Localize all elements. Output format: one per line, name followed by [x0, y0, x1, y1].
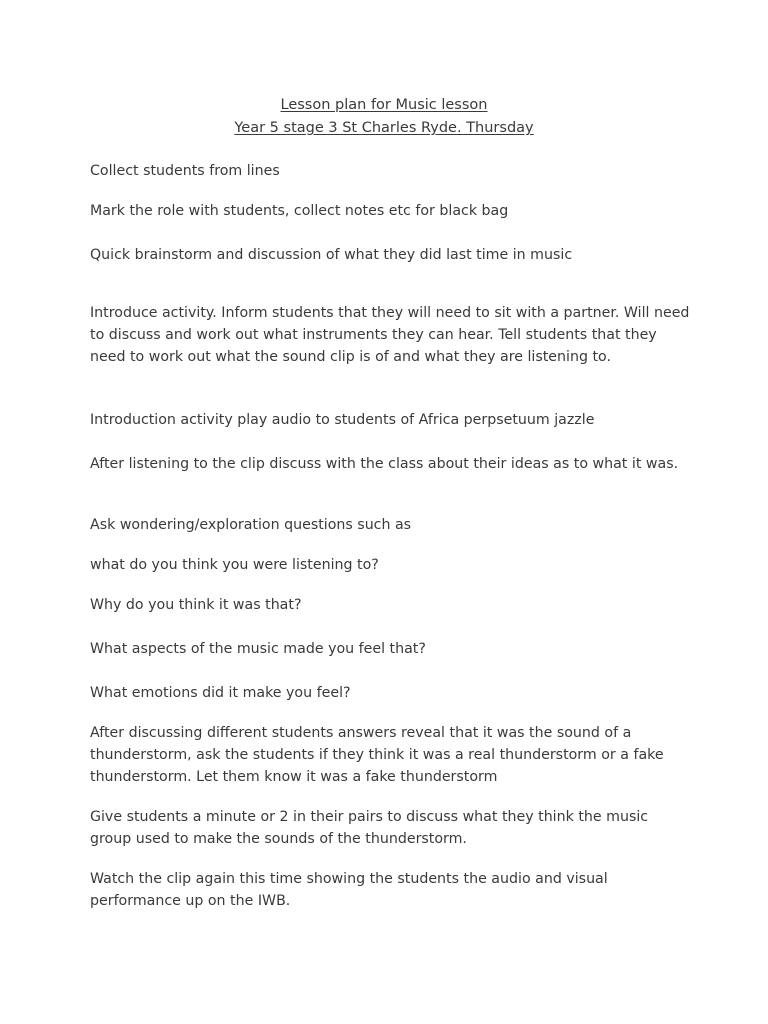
paragraph-question-2: Why do you think it was that?	[90, 597, 302, 613]
paragraph-question-1: what do you think you were listening to?	[90, 557, 379, 573]
paragraph-question-4: What emotions did it make you feel?	[90, 685, 351, 701]
document-title-line-2	[0, 117, 768, 139]
paragraph-play-audio: Introduction activity play audio to students of Africa perpsetuum jazzle	[90, 412, 595, 428]
paragraph-mark-role: Mark the role with students, collect notes etc for black bag	[90, 203, 509, 219]
paragraph-after-listening: After listening to the clip discuss with the class about their ideas as to what it was.	[90, 456, 679, 472]
paragraph-collect-students: Collect students from lines	[90, 163, 280, 179]
paragraph-ask-questions: Ask wondering/exploration questions such as	[90, 517, 412, 533]
paragraph-reveal-thunderstorm: After discussing different students answers reveal that it was the sound of a thunderstorm, ask the students if they think it was a real thunderstorm or a fake thunderstorm. Let them know it was a fake thunderstorm	[90, 725, 664, 785]
subtitle-text: Year 5 stage 3 St Charles Ryde. Thursday	[234, 120, 534, 136]
paragraph-pairs-discussion: Give students a minute or 2 in their pairs to discuss what they think the music group used to make the sounds of the thunderstorm.	[90, 809, 649, 847]
paragraph-watch-clip: Watch the clip again this time showing the students the audio and visual performance up on the IWB.	[90, 871, 608, 909]
title-text: Lesson plan for Music lesson	[280, 97, 488, 113]
paragraph-brainstorm: Quick brainstorm and discussion of what they did last time in music	[90, 247, 573, 263]
document-title-line-1	[0, 94, 768, 116]
paragraph-introduce-activity: Introduce activity. Inform students that they will need to sit with a partner. Will need to discuss and work out what instruments they can hear. Tell students that they need to work out what the sound clip is of and what they are listening to.	[90, 305, 690, 365]
paragraph-question-3: What aspects of the music made you feel that?	[90, 641, 426, 657]
